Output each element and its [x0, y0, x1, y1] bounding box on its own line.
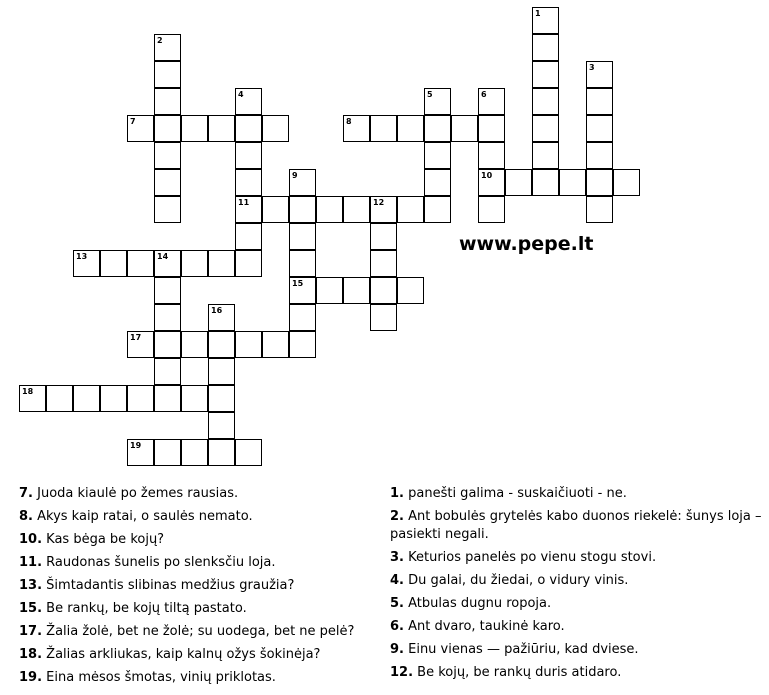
crossword-cell[interactable] [343, 196, 370, 223]
crossword-cell[interactable] [208, 358, 235, 385]
crossword-cell[interactable] [262, 196, 289, 223]
clue-number: 11 [238, 198, 250, 207]
crossword-cell[interactable] [370, 196, 397, 223]
clue-number: 9 [292, 171, 298, 180]
crossword-cell[interactable] [154, 115, 181, 142]
clue-item-text: Keturios panelės po vienu stogu stovi. [403, 550, 657, 565]
crossword-cell[interactable] [154, 250, 181, 277]
clues-down [390, 485, 765, 687]
crossword-cell[interactable] [478, 169, 505, 196]
crossword-cell[interactable] [154, 142, 181, 169]
crossword-cell[interactable] [451, 115, 478, 142]
clue-item [390, 595, 765, 613]
crossword-cell[interactable] [424, 169, 451, 196]
crossword-cell[interactable] [532, 88, 559, 115]
clue-item [19, 485, 379, 503]
crossword-cell[interactable] [370, 304, 397, 331]
clue-item-number: 18. [19, 647, 43, 662]
clue-number: 12 [373, 198, 385, 207]
crossword-cell[interactable] [208, 331, 235, 358]
clue-item [19, 669, 379, 687]
crossword-cell[interactable] [289, 250, 316, 277]
crossword-cell[interactable] [289, 196, 316, 223]
crossword-cell[interactable] [424, 142, 451, 169]
clue-number: 5 [427, 90, 433, 99]
crossword-cell[interactable] [154, 88, 181, 115]
crossword-cell[interactable] [370, 223, 397, 250]
crossword-cell[interactable] [235, 169, 262, 196]
clue-item [19, 508, 379, 526]
crossword-cell[interactable] [127, 439, 154, 466]
crossword-cell[interactable] [208, 250, 235, 277]
crossword-cell[interactable] [208, 439, 235, 466]
crossword-cell[interactable] [235, 250, 262, 277]
clue-item [390, 485, 765, 503]
crossword-cell[interactable] [154, 196, 181, 223]
clue-item-text: Ant bobulės grytelės kabo duonos riekelė: šunys loja – pasiekti negali. [390, 509, 762, 542]
clue-item [390, 664, 765, 682]
crossword-cell[interactable] [100, 250, 127, 277]
crossword-cell[interactable] [586, 61, 613, 88]
crossword-cell[interactable] [235, 196, 262, 223]
crossword-cell[interactable] [154, 439, 181, 466]
crossword-cell[interactable] [262, 115, 289, 142]
clue-number: 2 [157, 36, 163, 45]
crossword-cell[interactable] [127, 115, 154, 142]
crossword-cell[interactable] [532, 169, 559, 196]
crossword-cell[interactable] [262, 331, 289, 358]
clue-number: 7 [130, 117, 136, 126]
crossword-cell[interactable] [532, 142, 559, 169]
crossword-cell[interactable] [397, 196, 424, 223]
crossword-cell[interactable] [73, 250, 100, 277]
crossword-cell[interactable] [586, 196, 613, 223]
crossword-cell[interactable] [586, 115, 613, 142]
crossword-cell[interactable] [289, 331, 316, 358]
clue-item-number: 19. [19, 670, 43, 685]
clue-number: 8 [346, 117, 352, 126]
clue-item-number: 12. [390, 665, 414, 680]
clue-item-number: 7. [19, 486, 33, 501]
crossword-cell[interactable] [505, 169, 532, 196]
clue-item-text: Šimtadantis slibinas medžius graužia? [42, 578, 295, 593]
clue-item-text: Žalia žolė, bet ne žolė; su uodega, bet ne pelė? [42, 624, 355, 639]
crossword-cell[interactable] [316, 196, 343, 223]
crossword-cell[interactable] [181, 385, 208, 412]
crossword-cell[interactable] [208, 385, 235, 412]
crossword-cell[interactable] [154, 61, 181, 88]
clue-item [19, 554, 379, 572]
clue-item-text: Atbulas dugnu ropoja. [403, 596, 552, 611]
crossword-cell[interactable] [370, 277, 397, 304]
clue-item-number: 13. [19, 578, 43, 593]
clue-number: 18 [22, 387, 34, 396]
crossword-cell[interactable] [181, 115, 208, 142]
crossword-cell[interactable] [289, 277, 316, 304]
clue-item-number: 9. [390, 642, 404, 657]
clue-number: 6 [481, 90, 487, 99]
crossword-cell[interactable] [235, 142, 262, 169]
crossword-cell[interactable] [343, 115, 370, 142]
crossword-cell[interactable] [154, 277, 181, 304]
crossword-cell[interactable] [289, 223, 316, 250]
clue-item-number: 5. [390, 596, 404, 611]
clue-item-text: Raudonas šunelis po slenksčiu loja. [42, 555, 276, 570]
clue-item [390, 641, 765, 659]
crossword-cell[interactable] [397, 277, 424, 304]
crossword-cell[interactable] [235, 331, 262, 358]
clue-item [19, 623, 379, 641]
clue-item-number: 1. [390, 486, 404, 501]
crossword-cell[interactable] [532, 34, 559, 61]
clue-number: 3 [589, 63, 595, 72]
crossword-cell[interactable] [208, 412, 235, 439]
clue-item-text: Kas bėga be kojų? [42, 532, 165, 547]
crossword-cell[interactable] [127, 385, 154, 412]
crossword-cell[interactable] [532, 7, 559, 34]
clue-item-number: 17. [19, 624, 43, 639]
crossword-cell[interactable] [154, 358, 181, 385]
crossword-cell[interactable] [235, 439, 262, 466]
crossword-cell[interactable] [316, 277, 343, 304]
crossword-cell[interactable] [370, 115, 397, 142]
clue-item [19, 600, 379, 618]
crossword-cell[interactable] [532, 115, 559, 142]
crossword-cell[interactable] [100, 385, 127, 412]
crossword-cell[interactable] [154, 331, 181, 358]
clue-item-number: 2. [390, 509, 404, 524]
clue-item-text: Ant dvaro, taukinė karo. [403, 619, 565, 634]
crossword-cell[interactable] [586, 88, 613, 115]
crossword-cell[interactable] [208, 115, 235, 142]
clue-item-text: Be kojų, be rankų duris atidaro. [413, 665, 622, 680]
clue-number: 16 [211, 306, 223, 315]
crossword-cell[interactable] [586, 142, 613, 169]
clue-item-text: Eina mėsos šmotas, vinių priklotas. [42, 670, 276, 685]
crossword-cell[interactable] [208, 304, 235, 331]
crossword-cell[interactable] [343, 277, 370, 304]
clue-item [19, 646, 379, 664]
crossword-cell[interactable] [478, 196, 505, 223]
crossword-cell[interactable] [559, 169, 586, 196]
site-url: www.pepe.lt [459, 233, 594, 255]
clue-item-number: 10. [19, 532, 43, 547]
crossword-cell[interactable] [181, 439, 208, 466]
crossword-cell[interactable] [154, 34, 181, 61]
clue-item [390, 618, 765, 636]
clue-item-text: Juoda kiaulė po žemes rausias. [32, 486, 239, 501]
crossword-cell[interactable] [289, 169, 316, 196]
crossword-cell[interactable] [154, 169, 181, 196]
crossword-cell[interactable] [127, 250, 154, 277]
clue-number: 10 [481, 171, 493, 180]
crossword-cell[interactable] [127, 331, 154, 358]
clue-item-number: 8. [19, 509, 33, 524]
clue-item-text: Einu vienas — pažiūriu, kad dviese. [403, 642, 639, 657]
clue-item-number: 4. [390, 573, 404, 588]
crossword-cell[interactable] [532, 61, 559, 88]
crossword-cell[interactable] [73, 385, 100, 412]
clue-item [19, 577, 379, 595]
crossword-cell[interactable] [235, 223, 262, 250]
clue-item-text: panešti galima - suskaičiuoti - ne. [403, 486, 627, 501]
clue-item-text: Be rankų, be kojų tiltą pastato. [42, 601, 247, 616]
clue-item-number: 6. [390, 619, 404, 634]
clue-number: 1 [535, 9, 541, 18]
clue-item [390, 572, 765, 590]
crossword-cell[interactable] [235, 115, 262, 142]
crossword-cell[interactable] [478, 88, 505, 115]
crossword-cell[interactable] [289, 304, 316, 331]
clue-item-text: Akys kaip ratai, o saulės nemato. [32, 509, 253, 524]
crossword-cell[interactable] [154, 385, 181, 412]
crossword-cell[interactable] [181, 331, 208, 358]
crossword-cell[interactable] [235, 88, 262, 115]
crossword-cell[interactable] [397, 115, 424, 142]
clue-item-number: 11. [19, 555, 43, 570]
crossword-cell[interactable] [181, 250, 208, 277]
clue-item-number: 3. [390, 550, 404, 565]
clue-item [390, 508, 765, 544]
clue-number: 17 [130, 333, 142, 342]
crossword-cell[interactable] [613, 169, 640, 196]
clue-item [390, 549, 765, 567]
crossword-cell[interactable] [370, 250, 397, 277]
crossword-cell[interactable] [46, 385, 73, 412]
crossword-cell[interactable] [424, 115, 451, 142]
clue-number: 13 [76, 252, 88, 261]
crossword-cell[interactable] [19, 385, 46, 412]
clue-item [19, 531, 379, 549]
crossword-cell[interactable] [586, 169, 613, 196]
crossword-cell[interactable] [154, 304, 181, 331]
clue-number: 19 [130, 441, 142, 450]
clue-number: 15 [292, 279, 304, 288]
crossword-cell[interactable] [424, 88, 451, 115]
crossword-cell[interactable] [424, 196, 451, 223]
clue-item-text: Žalias arkliukas, kaip kalnų ožys šokinėja? [42, 647, 321, 662]
clue-number: 14 [157, 252, 169, 261]
clue-item-number: 15. [19, 601, 43, 616]
crossword-cell[interactable] [478, 115, 505, 142]
crossword-cell[interactable] [478, 142, 505, 169]
clue-number: 4 [238, 90, 244, 99]
clues-across [19, 485, 379, 692]
clue-item-text: Du galai, du žiedai, o vidury vinis. [403, 573, 629, 588]
